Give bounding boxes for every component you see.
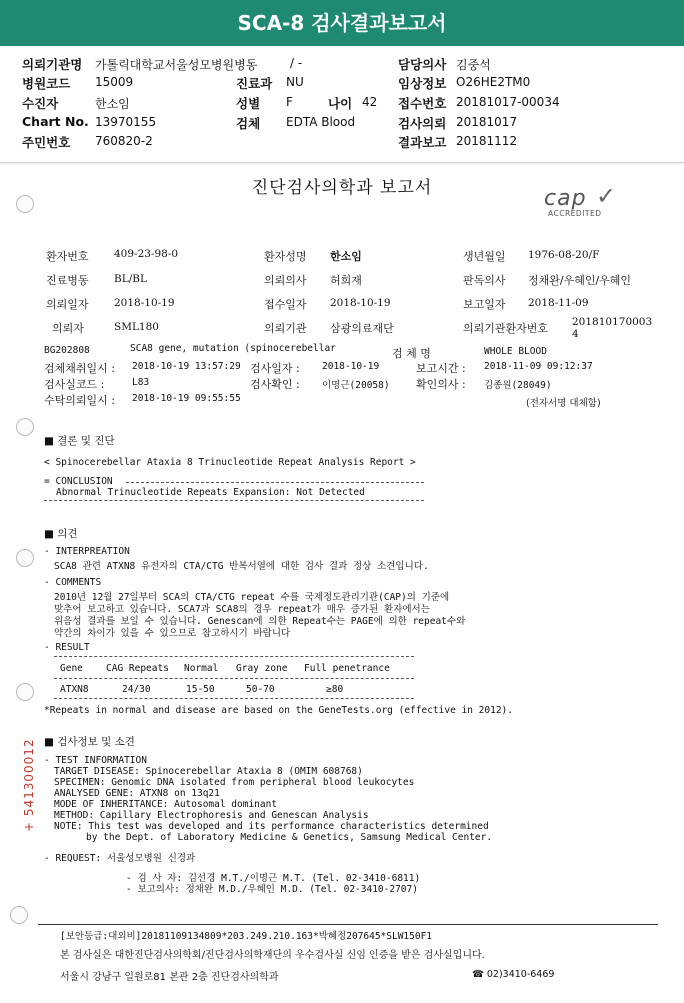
label-reading-doctor: 판독의사 xyxy=(463,274,506,287)
label-patient: 수진자 xyxy=(22,96,59,111)
hole-icon xyxy=(16,683,34,701)
divider xyxy=(54,698,414,699)
test-info-line: METHOD: Capillary Electrophoresis and Genescan Analysis xyxy=(54,810,369,821)
value-reading-doctor: 정채완/우혜인/우혜인 xyxy=(528,274,632,287)
label-result-report: 결과보고 xyxy=(398,135,447,150)
value-ward-code: BL/BL xyxy=(114,273,147,285)
value-org-patient-number: 201810170003 xyxy=(572,316,653,328)
test-info-label: - TEST INFORMATION xyxy=(44,755,147,766)
label-test-date: 검사일자 : xyxy=(250,362,300,375)
label-resident-number: 주민번호 xyxy=(22,135,71,150)
comment-line: 2010년 12월 27일부터 SCA의 CTA/CTG repeat 수를 국제정도관리기관(CAP)의 기준에 xyxy=(54,592,450,603)
report-subtitle: < Spinocerebellar Ataxia 8 Trinucleotide Repeat Analysis Report > xyxy=(44,457,416,468)
result-penetrance: ≥80 xyxy=(326,684,344,695)
label-age: 나이 xyxy=(328,96,353,111)
examiner-line: - 검 사 자: 김선경 M.T./이명근 M.T. (Tel. 02-3410-6811) xyxy=(126,873,421,884)
label-requesting-org: 의뢰기관 xyxy=(264,322,307,335)
result-normal: 15-50 xyxy=(186,684,215,695)
value-ward: / - xyxy=(290,56,303,70)
label-test-confirm: 검사확인 : xyxy=(250,378,300,391)
label-attending-doctor: 담당의사 xyxy=(398,57,447,72)
result-header-gene: Gene xyxy=(60,663,83,674)
label-lab-code: 검사실코드 : xyxy=(44,378,105,391)
side-serial-number: + 541300012 xyxy=(22,738,36,832)
test-info-line: ANALYSED GENE: ATXN8 on 13q21 xyxy=(54,788,220,799)
label-org-patient-number: 의뢰기관환자번호 xyxy=(463,322,549,335)
result-gene: ATXN8 xyxy=(60,684,89,695)
comment-line: 맞추어 보고하고 있습니다. SCA7과 SCA8의 경우 repeat가 매우 증가된 환자에서는 xyxy=(54,604,430,615)
value-test-date: 2018-10-19 xyxy=(322,361,380,372)
label-department: 진료과 xyxy=(236,76,273,91)
footer-divider xyxy=(38,924,658,925)
result-label: - RESULT xyxy=(44,642,90,653)
label-requesting-institution: 의뢰기관명 xyxy=(22,57,83,72)
result-header-repeats: CAG Repeats xyxy=(106,663,169,674)
result-header-penetrance: Full penetrance xyxy=(304,663,390,674)
security-line: [보안등급:대외비]20181109134809*203.249.210.163*박혜정207645*SLW150F1 xyxy=(60,931,433,942)
label-collection-time: 검체채취일시 : xyxy=(44,362,115,375)
value-receipt-number: 20181017-00034 xyxy=(456,95,560,109)
test-info-line: SPECIMEN: Genomic DNA isolated from peripheral blood leukocytes xyxy=(54,777,415,788)
interpretation-label: - INTERPREATION xyxy=(44,546,130,557)
value-receipt-date: 2018-10-19 xyxy=(330,297,391,309)
result-footnote: *Repeats in normal and disease are based on the GeneTests.org (effective in 2012). xyxy=(44,705,513,716)
label-referring-doctor: 의뢰의사 xyxy=(264,274,307,287)
label-confirm-doctor: 확인의사 : xyxy=(416,378,466,391)
comment-line: 위음성 결과를 보일 수 있습니다. Genescan에 의한 Repeat수는 PAGE에 의한 repeat수와 xyxy=(54,616,466,627)
value-age: 42 xyxy=(362,95,378,109)
value-sex: F xyxy=(286,95,293,109)
test-info-line: MODE OF INHERITANCE: Autosomal dominant xyxy=(54,799,278,810)
label-request-date: 의뢰일자 xyxy=(46,298,89,311)
label-requester: 의뢰자 xyxy=(52,322,84,335)
value-confirm-doctor: 김종원(28049) xyxy=(484,380,552,391)
report-title: 진단검사의학과 보고서 xyxy=(251,178,433,198)
value-request-date: 2018-10-19 xyxy=(114,297,175,309)
value-chart-no: 13970155 xyxy=(95,115,157,129)
value-result-report: 20181112 xyxy=(456,134,518,148)
label-report-date: 보고일자 xyxy=(463,298,506,311)
value-consign-time: 2018-10-19 09:55:55 xyxy=(132,393,241,404)
value-test-confirm: 이명근(20058) xyxy=(322,380,390,391)
request-line: - REQUEST: 서울성모병원 신경과 xyxy=(44,853,196,864)
label-specimen-name: 검 체 명 xyxy=(392,347,431,360)
result-repeats: 24/30 xyxy=(122,684,151,695)
lab-address: 서울시 강남구 일원로81 본관 2층 진단검사의학과 xyxy=(60,972,279,983)
label-chart-no: Chart No. xyxy=(22,114,89,129)
lab-phone: ☎ 02)3410-6469 xyxy=(472,969,555,980)
test-code: BG202808 xyxy=(44,345,90,356)
test-name: SCA8 gene, mutation (spinocerebellar xyxy=(130,343,336,354)
value-specimen: EDTA Blood xyxy=(286,115,356,129)
value-resident-number: 760820-2 xyxy=(95,134,153,148)
label-receipt-date: 접수일자 xyxy=(264,298,307,311)
value-department: NU xyxy=(286,75,304,89)
label-consign-time: 수탁의뢰일시 : xyxy=(44,394,115,407)
comments-label: - COMMENTS xyxy=(44,577,102,588)
value-collection-time: 2018-10-19 13:57:29 xyxy=(132,361,241,372)
label-hospital-code: 병원코드 xyxy=(22,76,71,91)
result-header-grayzone: Gray zone xyxy=(236,663,288,674)
label-sex: 성별 xyxy=(236,96,261,111)
value-specimen-name: WHOLE BLOOD xyxy=(484,346,547,357)
label-clinical-info: 임상정보 xyxy=(398,76,447,91)
section-heading-opinion: ■ 의견 xyxy=(44,528,78,540)
value-report-date: 2018-11-09 xyxy=(528,297,589,309)
test-info-line: TARGET DISEASE: Spinocerebellar Ataxia 8 (OMIM 608768) xyxy=(54,766,363,777)
result-grayzone: 50-70 xyxy=(246,684,275,695)
cap-logo: cap xyxy=(544,186,587,211)
test-info-line: NOTE: This test was developed and its performance characteristics determined xyxy=(54,821,489,832)
value-patient-name: 한소임 xyxy=(330,250,362,263)
hole-icon xyxy=(10,906,28,924)
section-heading-conclusion: ■ 결론 및 진단 xyxy=(44,435,115,447)
value-requester: SML180 xyxy=(114,321,159,333)
value-clinical-info: O26HE2TM0 xyxy=(456,75,531,89)
interpretation-text: SCA8 관련 ATXN8 유전자의 CTA/CTG 반복서열에 대한 검사 결과 정상 소견입니다. xyxy=(54,561,429,572)
divider xyxy=(54,678,414,679)
divider xyxy=(44,500,424,501)
value-report-time: 2018-11-09 09:12:37 xyxy=(484,361,593,372)
label-receipt-number: 접수번호 xyxy=(398,96,447,111)
value-requesting-org: 삼광의료재단 xyxy=(330,322,394,335)
label-specimen: 검체 xyxy=(236,116,261,131)
certification-text: 본 검사실은 대한진단검사의학회/진단검사의학재단의 우수검사실 신임 인증을 받은 검사실입니다. xyxy=(60,950,485,961)
value-org-patient-number-suffix: 4 xyxy=(572,328,579,340)
value-attending-doctor: 김중석 xyxy=(456,58,491,72)
value-patient: 한소임 xyxy=(95,97,130,111)
comment-line: 약간의 차이가 있을 수 있으므로 참고하시기 바랍니다 xyxy=(54,628,291,639)
conclusion-label: = CONCLUSION xyxy=(44,476,113,487)
divider xyxy=(126,482,424,483)
value-lab-code: L83 xyxy=(132,377,150,388)
value-birth-date: 1976-08-20/F xyxy=(528,249,600,261)
label-report-time: 보고시간 : xyxy=(416,362,466,375)
value-patient-number: 409-23-98-0 xyxy=(114,248,179,260)
reporter-line: - 보고의사: 정채완 M.D./우혜인 M.D. (Tel. 02-3410-2707) xyxy=(126,884,418,895)
hole-icon xyxy=(16,418,34,436)
conclusion-text: Abnormal Trinucleotide Repeats Expansion: Not Detected xyxy=(56,487,365,498)
label-test-request: 검사의뢰 xyxy=(398,116,447,131)
value-referring-doctor: 허희재 xyxy=(330,274,362,287)
test-info-line: by the Dept. of Laboratory Medicine & Genetics, Samsung Medical Center. xyxy=(86,832,493,843)
checkmark-icon: ✓ xyxy=(596,182,617,210)
page-title: SCA-8 검사결과보고서 xyxy=(237,11,447,35)
divider xyxy=(54,656,414,657)
result-header-normal: Normal xyxy=(184,663,219,674)
esign-note: (전자서명 대체함) xyxy=(526,398,601,409)
value-requesting-institution: 가톨릭대학교서울성모병원병동 xyxy=(95,58,258,72)
label-ward: 진료병동 xyxy=(46,274,89,287)
section-heading-test-info: ■ 검사정보 및 소견 xyxy=(44,736,135,748)
hole-icon xyxy=(16,549,34,567)
value-hospital-code: 15009 xyxy=(95,75,134,89)
cap-accredited-text: ACCREDITED xyxy=(548,209,602,218)
label-patient-name: 환자성명 xyxy=(264,250,307,263)
label-birth-date: 생년월일 xyxy=(463,250,506,263)
value-test-request: 20181017 xyxy=(456,115,518,129)
label-patient-number: 환자번호 xyxy=(46,250,89,263)
